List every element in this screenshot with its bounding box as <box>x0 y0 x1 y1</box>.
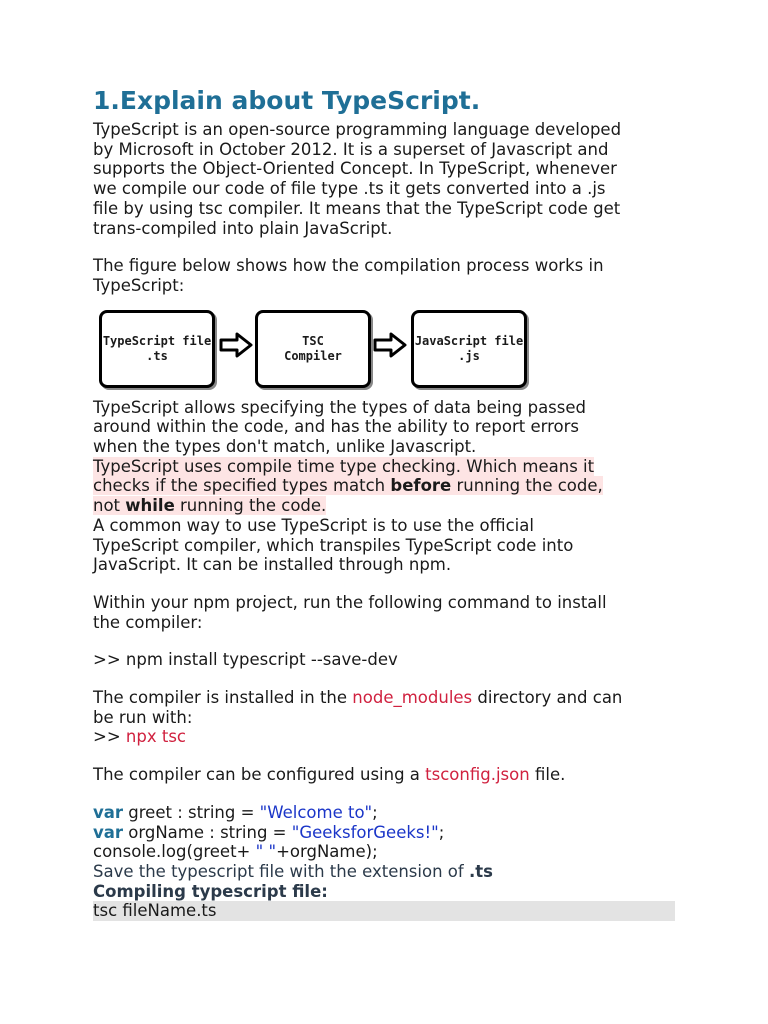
common-line: A common way to use TypeScript is to use the official <box>93 515 534 535</box>
npx-tsc-command: npx tsc <box>125 727 186 747</box>
install-line: the compiler: <box>93 612 203 632</box>
installed-line: be run with: <box>93 707 193 727</box>
code-sample <box>93 803 693 862</box>
tsc-compiler-box <box>255 310 371 388</box>
install-line: Within your npm project, run the following command to install <box>93 592 607 612</box>
arrow-right-icon <box>373 332 407 358</box>
javascript-file-box <box>411 310 527 388</box>
code-line: console.log(greet+ " "+orgName); <box>93 842 378 862</box>
types-line: around within the code, and has the ability to report errors <box>93 417 579 437</box>
box-label: .ts <box>146 348 168 363</box>
highlight-text: TypeScript uses compile time type checking. Which means it <box>93 456 595 476</box>
page-title: 1.Explain about TypeScript. <box>93 86 481 115</box>
arrow-right-icon <box>219 332 253 358</box>
highlight-text: checks if the specified types match before running the code, <box>93 476 603 496</box>
highlight-text: not while running the code. <box>93 496 327 516</box>
bold-before: before <box>390 476 452 496</box>
box-label: .js <box>458 348 480 363</box>
box-label: TypeScript file <box>102 333 212 348</box>
code-line: var greet : string = "Welcome to"; <box>93 802 378 822</box>
save-instruction: Save the typescript file with the extension of .ts <box>93 861 493 881</box>
types-paragraph <box>93 398 693 457</box>
common-paragraph <box>93 516 693 575</box>
figure-intro-line: TypeScript: <box>93 275 185 295</box>
intro-line: TypeScript is an open-source programming language developed <box>93 120 622 139</box>
tsconfig-text: tsconfig.json <box>425 765 530 785</box>
installed-paragraph: The compiler is installed in the node_modules directory and can be run with: >> npx tsc <box>93 688 693 747</box>
intro-line: file by using tsc compiler. It means that the TypeScript code get <box>93 198 621 218</box>
intro-line: by Microsoft in October 2012. It is a superset of Javascript and <box>93 139 609 159</box>
intro-line: we compile our code of file type .ts it gets converted into a .js <box>93 179 606 199</box>
install-command: >> npm install typescript --save-dev <box>93 650 398 670</box>
common-line: TypeScript compiler, which transpiles TypeScript code into <box>93 535 574 555</box>
figure-intro-line: The figure below shows how the compilation process works in <box>93 256 604 276</box>
compilation-figure <box>97 310 537 394</box>
intro-paragraph <box>93 120 693 238</box>
install-paragraph <box>93 593 693 632</box>
config-line: The compiler can be configured using a tsconfig.json file. <box>93 765 566 785</box>
figure-intro <box>93 256 693 295</box>
compile-command: tsc fileName.ts <box>93 901 675 921</box>
intro-line: trans-compiled into plain JavaScript. <box>93 218 393 238</box>
highlighted-paragraph <box>93 457 693 516</box>
intro-line: supports the Object-Oriented Concept. In TypeScript, whenever <box>93 159 617 179</box>
types-line: TypeScript allows specifying the types of data being passed <box>93 397 587 417</box>
node-modules-text: node_modules <box>352 688 473 708</box>
box-label: JavaScript file <box>414 333 524 348</box>
box-label: TSC <box>302 333 324 348</box>
compile-heading: Compiling typescript file: <box>93 881 328 901</box>
bold-while: while <box>125 496 175 516</box>
types-line: when the types don't match, unlike Javascript. <box>93 437 477 457</box>
typescript-file-box <box>99 310 215 388</box>
code-line: var orgName : string = "GeeksforGeeks!"; <box>93 822 445 842</box>
box-label: Compiler <box>284 348 342 363</box>
common-line: JavaScript. It can be installed through npm. <box>93 555 452 575</box>
document-page <box>93 84 693 921</box>
